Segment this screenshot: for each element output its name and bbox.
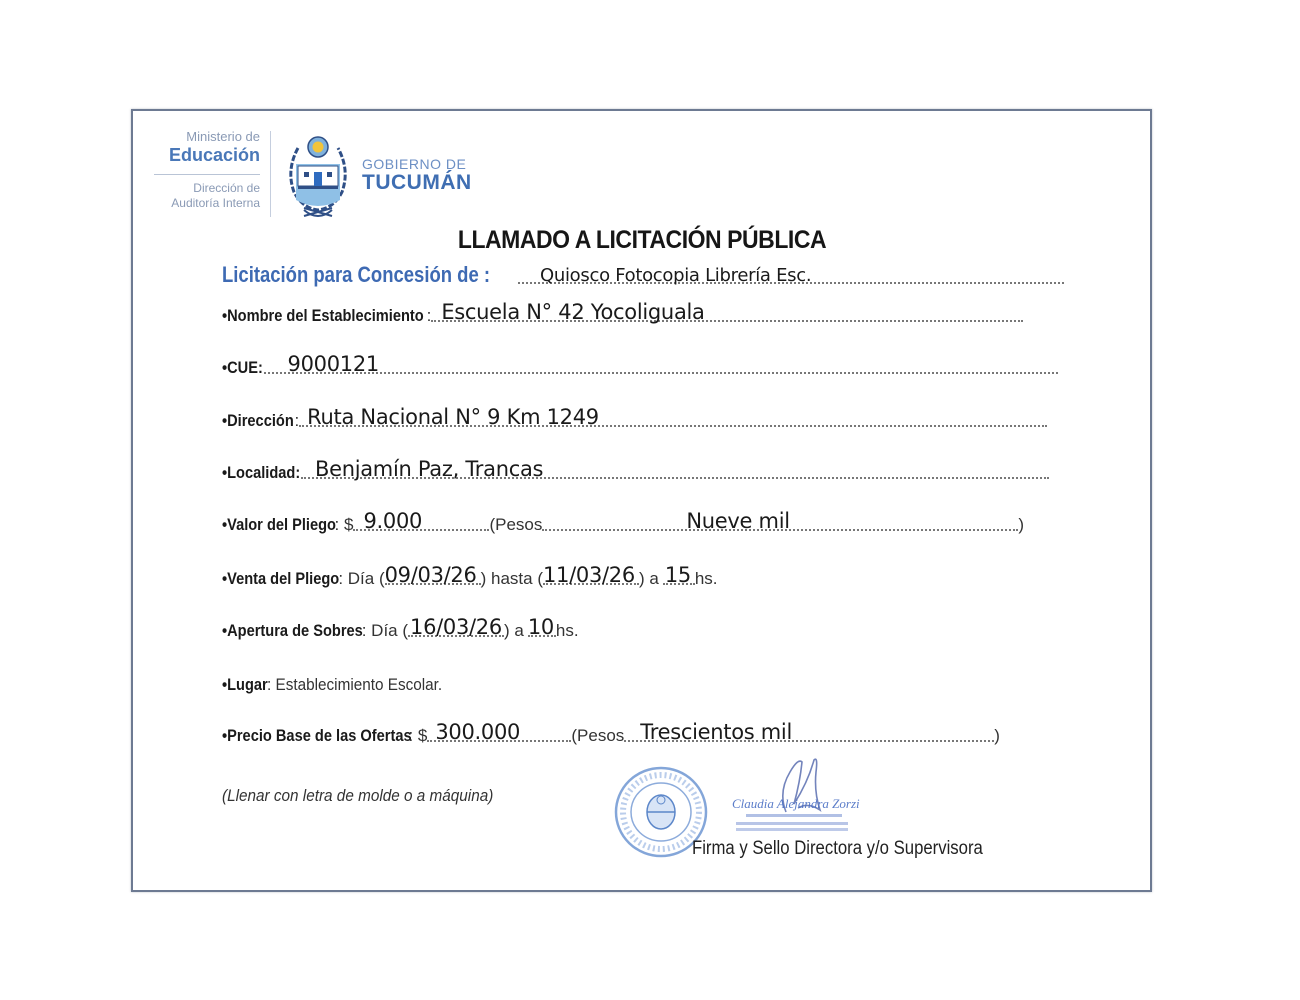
nombre-label: •Nombre del Establecimiento: [222, 306, 424, 325]
tucuman-crest-icon: [284, 130, 352, 220]
direccion-label: •Dirección: [222, 411, 294, 430]
header-separator: [270, 131, 271, 217]
venta-pliego-label: •Venta del Pliego: [222, 569, 340, 588]
gobierno-line1: GOBIERNO DE: [362, 156, 467, 172]
valor-pliego-pesos-open: (Pesos: [489, 515, 543, 534]
precio-base-row: [222, 720, 1000, 746]
venta-hs: hs.: [694, 569, 718, 588]
gobierno-tucuman-logo: [362, 156, 472, 194]
direccion-sep: :: [294, 411, 300, 430]
nombre-row: [222, 300, 1023, 326]
apertura-fecha-field[interactable]: [408, 615, 504, 641]
valor-pliego-amount-field[interactable]: [353, 509, 489, 535]
venta-desde-value: 09/03/26: [384, 563, 477, 587]
ministerio-line1: Ministerio de: [186, 129, 260, 144]
apertura-fecha-value: 16/03/26: [410, 615, 502, 639]
lugar-row: [222, 675, 462, 695]
gobierno-line2: TUCUMÁN: [362, 171, 472, 194]
nombre-sep: :: [426, 306, 432, 325]
lugar-value: : Establecimiento Escolar.: [267, 675, 443, 694]
localidad-label: •Localidad:: [222, 463, 301, 482]
venta-desde-field[interactable]: [384, 563, 481, 589]
venta-hasta-text: ) hasta (: [480, 569, 543, 588]
logo-divider: [154, 174, 260, 175]
valor-pliego-words: Nueve mil: [686, 509, 790, 533]
valor-pliego-close: ): [1018, 515, 1025, 534]
concesion-value: Quiosco Fotocopia Librería Esc.: [540, 265, 812, 286]
signature-icon: [728, 752, 868, 842]
svg-text:Claudia Alejandra Zorzi: Claudia Alejandra Zorzi: [732, 796, 860, 811]
apertura-hs: hs.: [555, 621, 579, 640]
valor-pliego-amount: 9.000: [363, 509, 423, 533]
direccion-line2: Auditoría Interna: [171, 196, 260, 210]
venta-hora-field[interactable]: [663, 563, 695, 589]
apertura-a-text: ) a: [504, 621, 524, 640]
precio-base-words-field[interactable]: [624, 720, 994, 746]
venta-hasta-field[interactable]: [542, 563, 639, 589]
localidad-field[interactable]: [301, 457, 1049, 483]
nombre-value: Escuela N° 42 Yocoliguala: [441, 300, 705, 324]
valor-pliego-words-field[interactable]: [542, 509, 1018, 535]
venta-hasta-value: 11/03/26: [542, 563, 635, 587]
localidad-value: Benjamín Paz, Trancas: [314, 457, 544, 481]
concesion-field[interactable]: [518, 265, 1064, 288]
fill-instructions-note: (Llenar con letra de molde o a máquina): [222, 786, 494, 805]
precio-base-amount: 300.000: [435, 720, 521, 744]
concesion-row: [222, 262, 1064, 288]
firma-sello-label: Firma y Sello Directora y/o Supervisora: [692, 838, 983, 859]
direccion-row: [222, 405, 1047, 431]
cue-row: [222, 352, 1058, 378]
venta-pliego-row: [222, 563, 718, 589]
precio-base-currency: : $: [408, 726, 428, 745]
precio-base-amount-field[interactable]: [427, 720, 571, 746]
precio-base-words: Trescientos mil: [640, 720, 792, 744]
document-title: LLAMADO A LICITACIÓN PÚBLICA: [457, 226, 827, 254]
cue-label: •CUE:: [222, 358, 263, 377]
valor-pliego-currency: : $: [334, 515, 354, 534]
precio-base-close: ): [994, 726, 1000, 745]
valor-pliego-label: •Valor del Pliego: [222, 515, 336, 534]
ministerio-logo: [148, 130, 260, 211]
precio-base-pesos-open: (Pesos: [571, 726, 625, 745]
concesion-label: Licitación para Concesión de :: [222, 262, 491, 287]
cue-field[interactable]: [264, 352, 1058, 378]
direccion-line1: Dirección de: [193, 181, 260, 195]
apertura-row: [222, 615, 579, 641]
localidad-row: [222, 457, 1049, 483]
apertura-dia-prefix: : Día (: [361, 621, 409, 640]
lugar-label: •Lugar: [222, 675, 268, 694]
venta-hora-value: 15: [664, 563, 691, 587]
nombre-field[interactable]: [431, 300, 1023, 326]
apertura-hora-field[interactable]: [527, 615, 556, 641]
venta-dia-prefix: : Día (: [338, 569, 385, 588]
valor-pliego-row: [222, 509, 1025, 535]
apertura-hora-value: 10: [527, 615, 554, 639]
direccion-value: Ruta Nacional N° 9 Km 1249: [307, 405, 599, 429]
cue-value: 9000121: [287, 352, 379, 376]
apertura-label: •Apertura de Sobres: [222, 621, 363, 640]
venta-a-text: ) a: [638, 569, 659, 588]
direccion-field[interactable]: [299, 405, 1047, 431]
precio-base-label: •Precio Base de las Ofertas: [222, 726, 412, 745]
ministerio-line2: Educación: [168, 145, 260, 165]
